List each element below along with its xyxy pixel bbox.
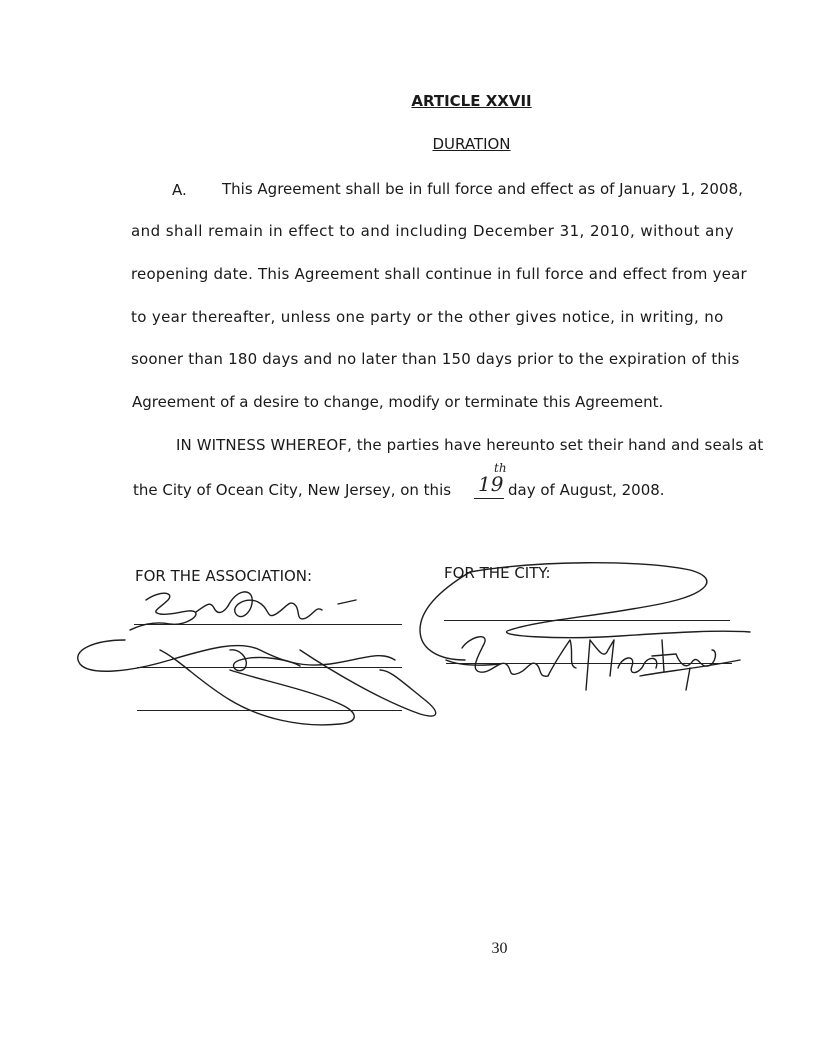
handwritten-day: 19 (478, 472, 504, 496)
section-marker: A. (172, 181, 187, 199)
paragraph-line-4: to year thereafter, unless one party or the other gives notice, in writing, no (131, 308, 724, 326)
paragraph-line-5: sooner than 180 days and no later than 150 days prior to the expiration of this (131, 350, 740, 368)
paragraph-line-6: Agreement of a desire to change, modify or terminate this Agreement. (132, 393, 664, 411)
paragraph-line-1: This Agreement shall be in full force and effect as of January 1, 2008, (222, 180, 743, 198)
handwritten-day-suffix: th (494, 461, 507, 475)
page-number: 30 (491, 940, 508, 957)
witness-line-1: IN WITNESS WHEREOF, the parties have hereunto set their hand and seals at (176, 436, 764, 454)
paragraph-line-3: reopening date. This Agreement shall continue in full force and effect from year (131, 265, 747, 283)
article-number: ARTICLE XXVII (411, 92, 532, 110)
paragraph-line-2: and shall remain in effect to and including December 31, 2010, without any (131, 222, 735, 240)
association-label: FOR THE ASSOCIATION: (135, 567, 313, 585)
article-title: DURATION (432, 135, 511, 153)
city-label: FOR THE CITY: (444, 564, 551, 582)
witness-line-2-end: day of August, 2008. (508, 481, 665, 499)
witness-line-2-start: the City of Ocean City, New Jersey, on this (133, 481, 452, 499)
